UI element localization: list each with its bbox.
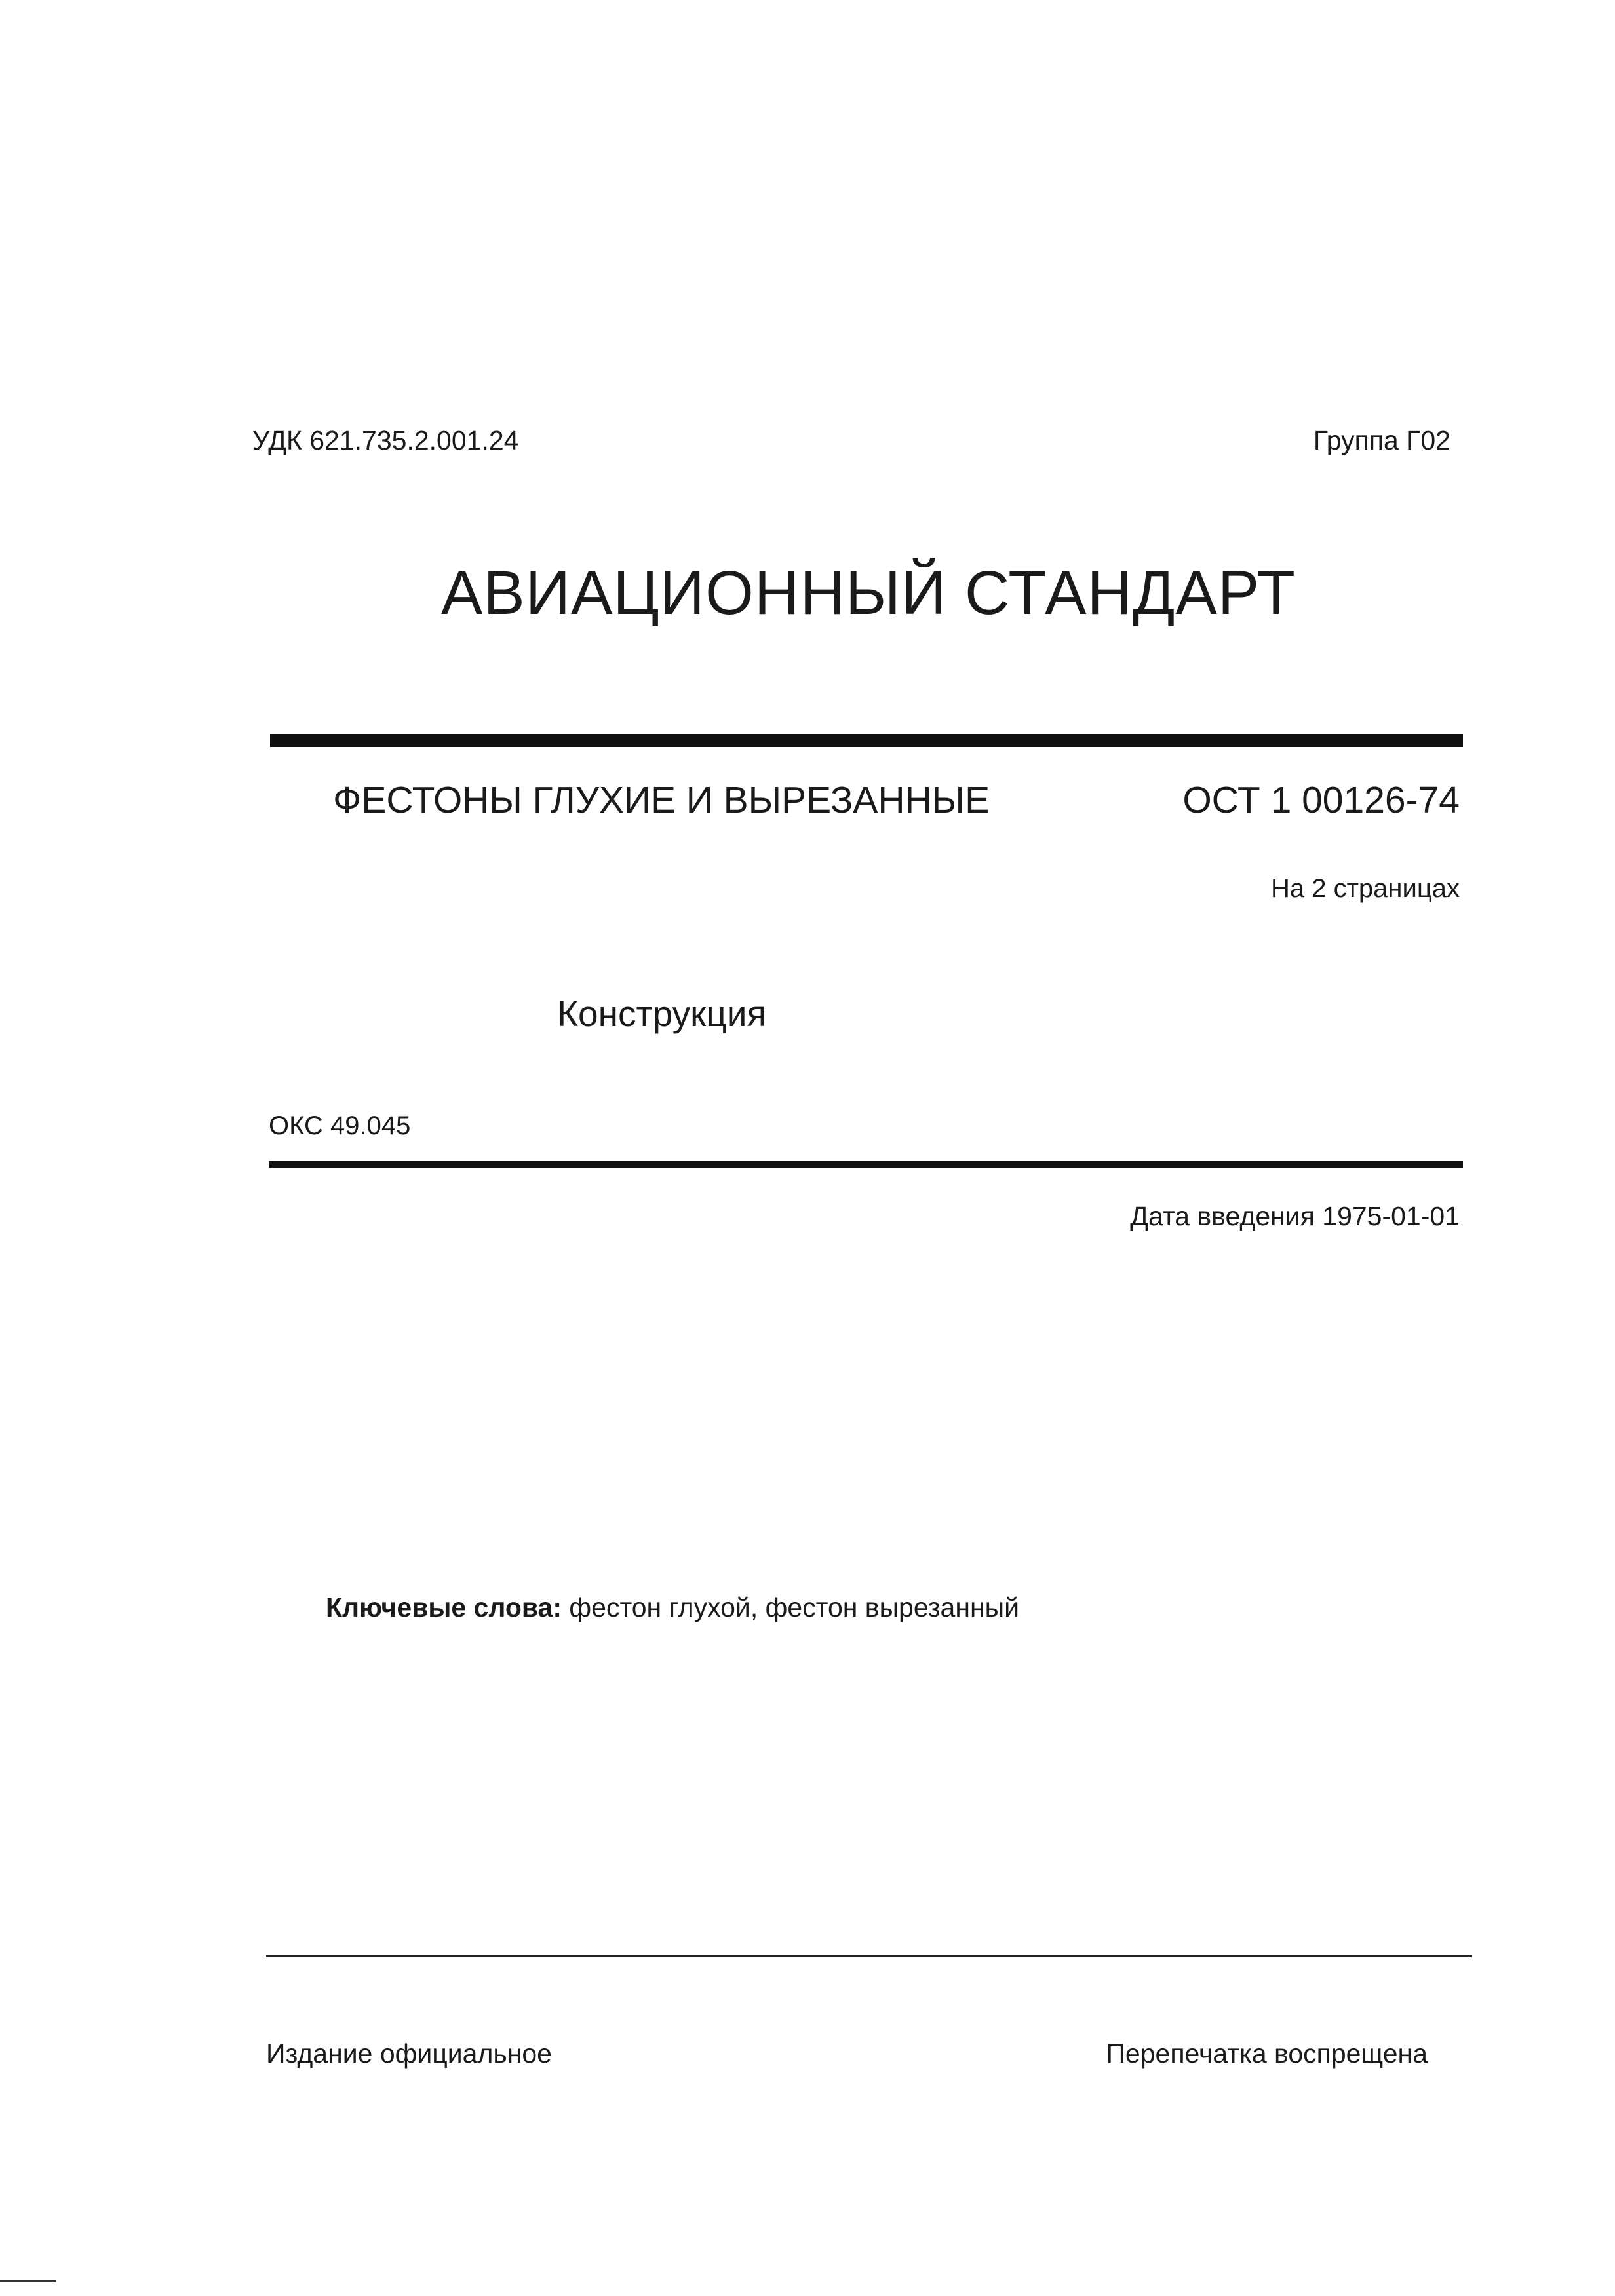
thick-divider <box>270 734 1463 747</box>
reprint-note: Перепечатка воспрещена <box>1106 2038 1428 2069</box>
introduction-date: Дата введения 1975-01-01 <box>1130 1201 1460 1231</box>
document-subtitle: Конструкция <box>557 993 767 1034</box>
udk-code: УДК 621.735.2.001.24 <box>252 425 519 455</box>
edition-note: Издание официальное <box>266 2038 552 2069</box>
oks-code: ОКС 49.045 <box>269 1111 411 1140</box>
document-name: ФЕСТОНЫ ГЛУХИЕ И ВЫРЕЗАННЫЕ <box>333 779 990 821</box>
footer-divider <box>266 1955 1472 1957</box>
page-count: На 2 страницах <box>1270 874 1460 903</box>
keywords <box>326 1594 1019 1621</box>
keywords-label: Ключевые слова: <box>326 1592 562 1622</box>
standard-code: ОСТ 1 00126-74 <box>1182 779 1460 821</box>
divider <box>269 1161 1463 1168</box>
scan-mark <box>0 2280 56 2282</box>
group-code: Группа Г02 <box>1313 425 1450 455</box>
keywords-value: фестон глухой, фестон вырезанный <box>562 1592 1019 1622</box>
page-title: АВИАЦИОННЫЙ СТАНДАРТ <box>441 558 1296 628</box>
